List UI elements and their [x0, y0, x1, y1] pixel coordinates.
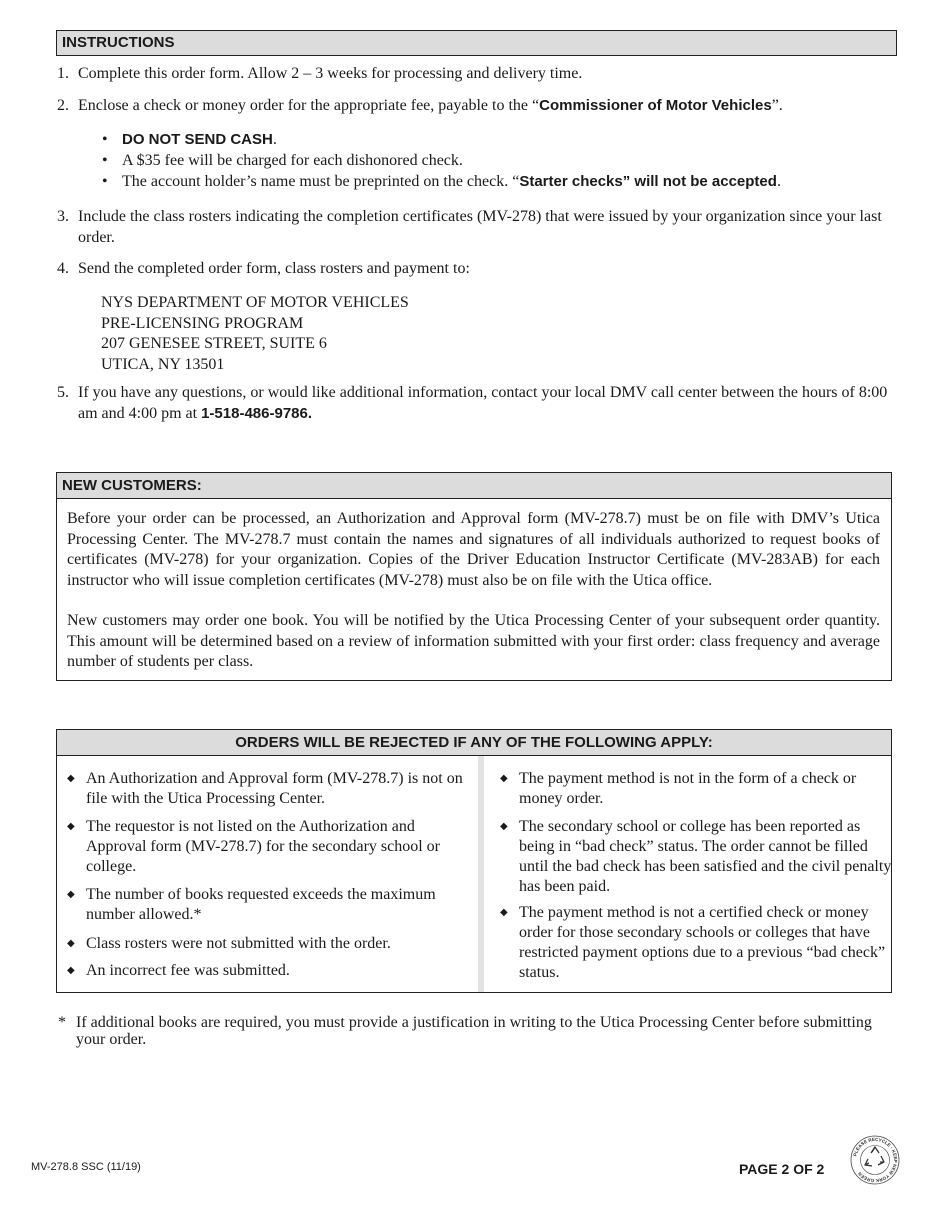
instruction-item-3 — [57, 207, 897, 248]
instruction-item-1 — [57, 64, 897, 85]
rejections-header: ORDERS WILL BE REJECTED IF ANY OF THE FOLLOWING APPLY: — [57, 730, 891, 756]
rejection-item: ◆ The requestor is not listed on the Authorization and Approval form (MV-278.7) for the secondary school or college. — [67, 818, 440, 875]
diamond-bullet-icon: ◆ — [500, 907, 508, 918]
address-line: PRE-LICENSING PROGRAM — [101, 314, 304, 332]
new-customers-paragraph-2: New customers may order one book. You will be notified by the Utica Processing Center of your subsequent order quantity. This amount will be determined based on a review of information submitted with your first order: class frequency and average number of students per class. — [67, 612, 880, 670]
instruction-item-5 — [57, 383, 897, 424]
instruction-item-2 — [57, 96, 897, 117]
payment-bullets — [100, 129, 900, 192]
footnote-text: If additional books are required, you must provide a justification in writing to the Utica Processing Center before submitting your order. — [76, 1014, 872, 1048]
footnote-asterisk: * — [58, 1014, 66, 1031]
item-number: 1. — [57, 65, 69, 82]
new-customers-body — [57, 499, 891, 680]
rejection-item: ◆ Class rosters were not submitted with the order. — [67, 935, 391, 952]
diamond-bullet-icon: ◆ — [67, 773, 75, 784]
footnote — [58, 1014, 898, 1048]
diamond-bullet-icon: ◆ — [500, 821, 508, 832]
form-number: MV-278.8 SSC (11/19) — [31, 1161, 141, 1173]
rejection-item: ◆ The payment method is not in the form of a check or money order. — [500, 770, 857, 807]
item-text: Send the completed order form, class rosters and payment to: — [78, 260, 470, 277]
rejection-item: ◆ The number of books requested exceeds the maximum number allowed.* — [67, 886, 436, 923]
new-customers-box — [56, 472, 892, 681]
diamond-bullet-icon: ◆ — [500, 773, 508, 784]
item-text: Include the class rosters indicating the completion certificates (MV-278) that were issued by your organization since your last order. — [78, 208, 882, 246]
bullet-item: • The account holder’s name must be preprinted on the check. “Starter checks” will not be accepted. — [102, 173, 781, 190]
diamond-bullet-icon: ◆ — [67, 965, 75, 976]
address-line: 207 GENESEE STREET, SUITE 6 — [101, 335, 327, 352]
item-text: If you have any questions, or would like additional information, contact your local DMV call center between the hours of 8:00 am and 4:00 pm at 1-518-486-9786. — [78, 384, 888, 422]
item-number: 5. — [57, 384, 69, 401]
payee-name: Commissioner of Motor Vehicles — [539, 97, 772, 114]
no-cash-notice: DO NOT SEND CASH — [122, 131, 273, 148]
new-customers-header: NEW CUSTOMERS: — [57, 473, 891, 499]
rejection-item: ◆ An incorrect fee was submitted. — [67, 962, 290, 979]
bullet-item: • DO NOT SEND CASH. — [102, 131, 277, 148]
item-number: 2. — [57, 97, 69, 114]
diamond-bullet-icon: ◆ — [67, 938, 75, 949]
recycle-logo-text: PLEASE RECYCLE · KEEP NEW YORK GREEN — [852, 1136, 899, 1184]
rejections-columns — [57, 756, 891, 992]
item-text: Complete this order form. Allow 2 – 3 weeks for processing and delivery time. — [78, 65, 583, 82]
rejection-item: ◆ The secondary school or college has been reported as being in “bad check” status. The order cannot be filled until the bad check has been satisfied and the civil penalty has been paid. — [500, 818, 892, 895]
recycle-icon — [850, 1135, 900, 1185]
rejection-item: ◆ An Authorization and Approval form (MV-278.7) is not on file with the Utica Processing Center. — [67, 770, 463, 807]
page-number: PAGE 2 OF 2 — [739, 1161, 825, 1177]
diamond-bullet-icon: ◆ — [67, 889, 75, 900]
item-number: 3. — [57, 208, 69, 225]
bullet-item: • A $35 fee will be charged for each dishonored check. — [102, 152, 463, 169]
diamond-bullet-icon: ◆ — [67, 821, 75, 832]
mailing-address — [101, 293, 409, 375]
item-number: 4. — [57, 260, 69, 277]
rejections-box — [56, 729, 892, 993]
instruction-item-4 — [57, 259, 897, 280]
address-line: NYS DEPARTMENT OF MOTOR VEHICLES — [101, 294, 409, 311]
starter-checks-notice: Starter checks” will not be accepted — [519, 173, 777, 190]
item-text: Enclose a check or money order for the appropriate fee, payable to the “Commissioner of Motor Vehicles”. — [78, 97, 783, 114]
rejection-item: ◆ The payment method is not a certified check or money order for those secondary schools or colleges that have restricted payment options due to a previous “bad check” status. — [500, 904, 886, 981]
new-customers-paragraph-1: Before your order can be processed, an Authorization and Approval form (MV-278.7) must be on file with DMV’s Utica Processing Center. The MV-278.7 must contain the names and signatures of all individuals authorized to request books of certificates (MV-278) for your organization. Copies of the Driver Education Instructor Certificate (MV-283AB) for each instructor who will issue completion certificates (MV-278) must also be on file with the Utica office. — [67, 510, 880, 589]
column-divider — [478, 756, 484, 992]
instructions-header: INSTRUCTIONS — [56, 30, 897, 56]
phone-number: 1-518-486-9786. — [201, 404, 313, 422]
address-line: UTICA, NY 13501 — [101, 355, 225, 373]
